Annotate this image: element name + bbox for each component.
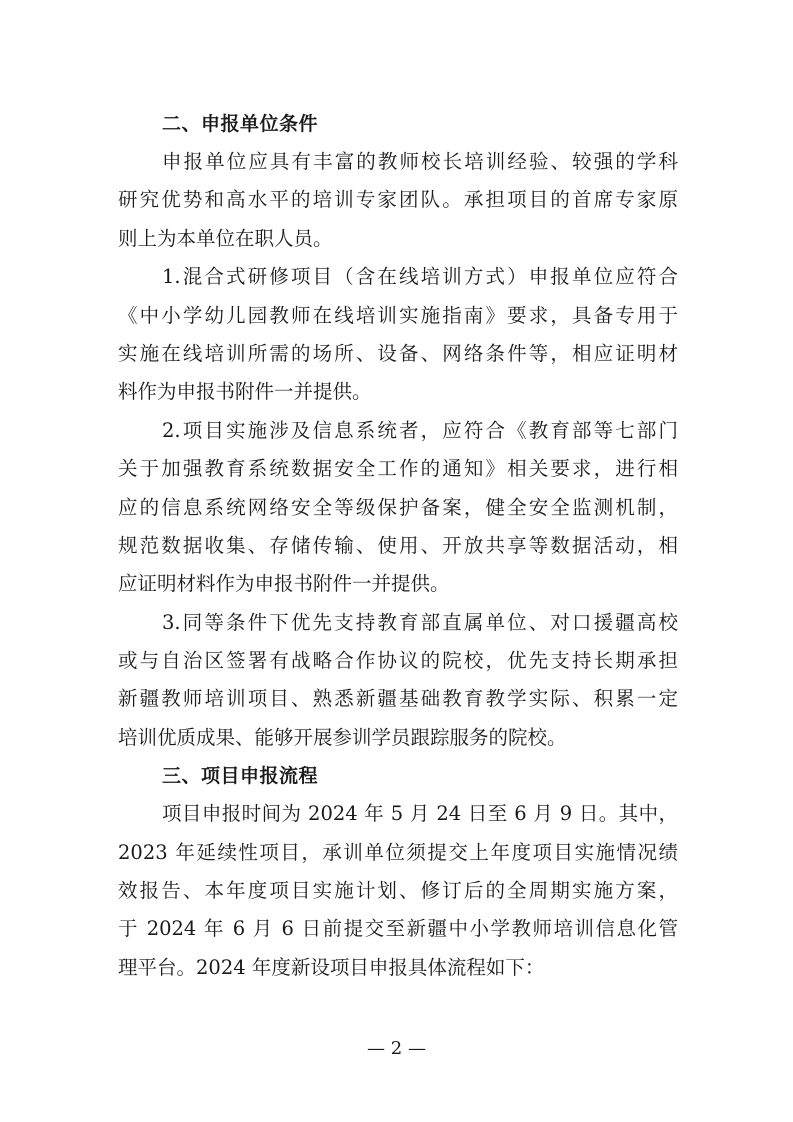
paragraph-item-1: [118, 258, 678, 412]
section-heading-applicant-conditions: 二、申报单位条件: [162, 113, 319, 135]
text-line: 申报单位应具有丰富的教师校长培训经验、较强的学科: [162, 150, 678, 173]
text-line: 规范数据收集、存储传输、使用、开放共享等数据活动，相: [118, 533, 678, 557]
text-line: 研究优势和高水平的培训专家团队。承担项目的首席专家原: [118, 188, 678, 212]
text-line: 项目申报时间为 2024 年 5 月 24 日至 6 月 9 日。其中，: [162, 802, 678, 826]
text-line: 则上为本单位在职人员。: [118, 226, 333, 250]
text-line: 应证明材料作为申报书附件一并提供。: [118, 572, 450, 596]
page-number: — 2 —: [367, 1038, 426, 1059]
text-line: 1.混合式研修项目（含在线培训方式）申报单位应符合: [162, 265, 678, 289]
text-line: 关于加强教育系统数据安全工作的通知》相关要求，进行相: [118, 457, 678, 481]
text-line: 或与自治区签署有战略合作协议的院校，优先支持长期承担: [118, 649, 678, 673]
text-line: 理平台。2024 年度新设项目申报具体流程如下：: [118, 955, 545, 979]
text-line: 2.项目实施涉及信息系统者，应符合《教育部等七部门: [162, 418, 678, 442]
document-body: [118, 105, 678, 987]
text-line: 2023 年延续性项目，承训单位须提交上年度项目实施情况绩: [118, 840, 678, 864]
paragraph-item-2: [118, 412, 678, 604]
text-line: 3.同等条件下优先支持教育部直属单位、对口援疆高校: [162, 610, 678, 634]
paragraph-applicant-intro: [118, 143, 678, 258]
text-line: 于 2024 年 6 月 6 日前提交至新疆中小学教师培训信息化管: [118, 917, 678, 941]
section-heading-application-process: 三、项目申报流程: [162, 765, 319, 788]
text-line: 应的信息系统网络安全等级保护备案，健全安全监测机制，: [118, 495, 678, 519]
text-line: 《中小学幼儿园教师在线培训实施指南》要求，具备专用于: [118, 303, 678, 327]
text-line: 培训优质成果、能够开展参训学员跟踪服务的院校。: [118, 725, 567, 749]
paragraph-application-process: [118, 795, 678, 987]
text-line: 料作为申报书附件一并提供。: [118, 380, 372, 404]
text-line: 实施在线培训所需的场所、设备、网络条件等，相应证明材: [118, 341, 678, 365]
text-line: 效报告、本年度项目实施计划、修订后的全周期实施方案，: [118, 879, 678, 903]
text-line: 新疆教师培训项目、熟悉新疆基础教育教学实际、积累一定: [118, 687, 678, 711]
paragraph-item-3: [118, 604, 678, 758]
